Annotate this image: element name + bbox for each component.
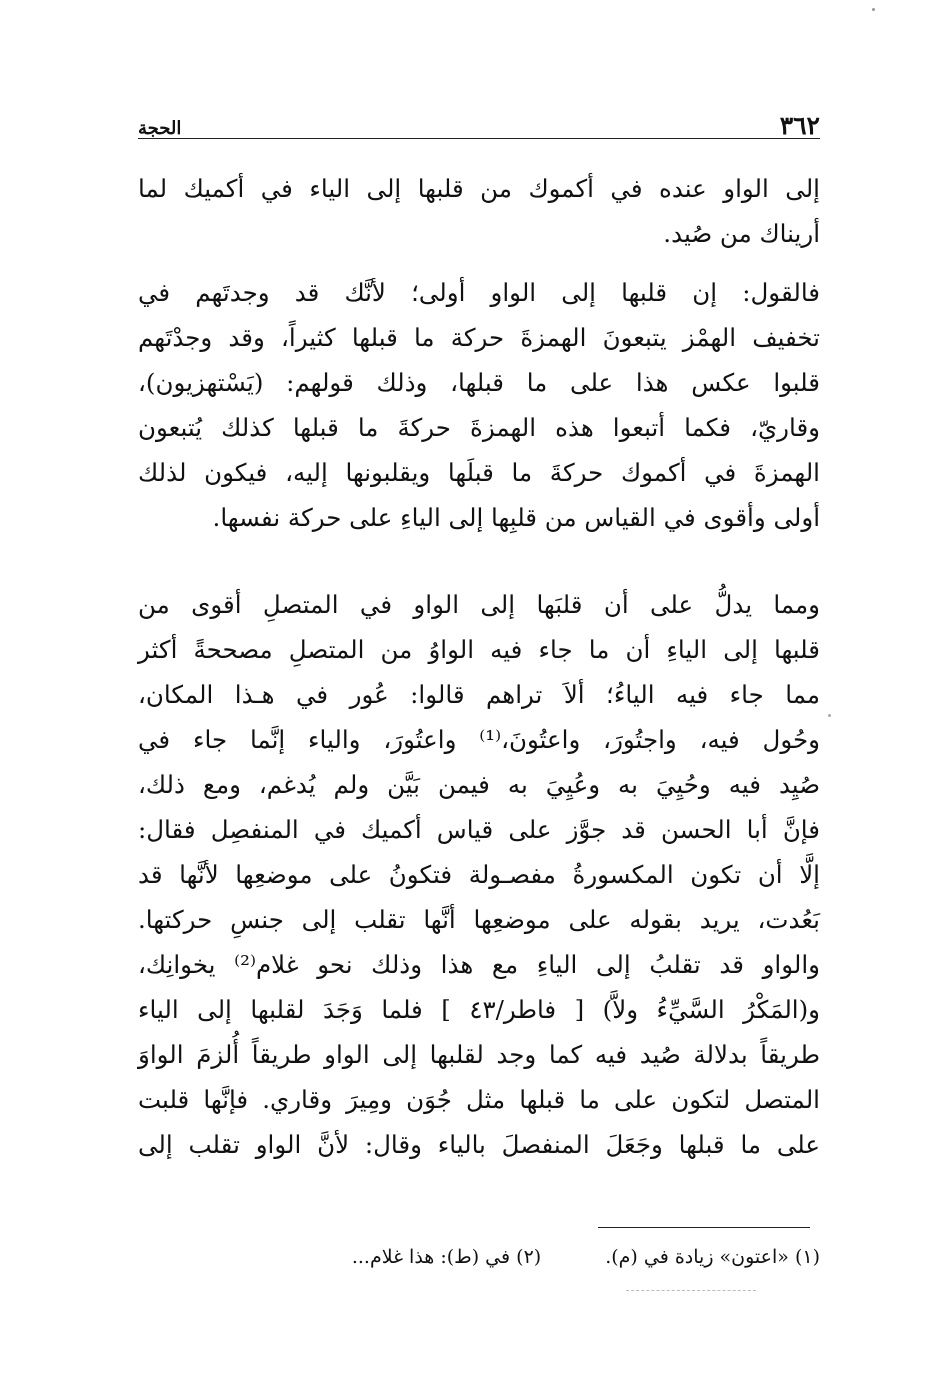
text-line: قلبها إلى الياءِ أن ما جاء فيه الواوُ من المتصلِ مصححةً أكثر — [138, 635, 820, 664]
text-line: فالقول: إن قلبها إلى الواو أولى؛ لأنَّك قد وجدتَهم في — [138, 278, 820, 307]
page-number: ٣٦٢ — [779, 111, 820, 140]
text-line: قلبوا عكس هذا على ما قبلها، وذلك قولهم: (يَسْتهزيون)، — [138, 368, 820, 397]
paragraph-1 — [138, 166, 820, 256]
text-line: و(المَكْرُ السَّيِّءُ ولاَّ) [ فاطر/٤٣ ] فلما وَجَدَ لقلبها إلى الياء — [138, 995, 820, 1024]
main-text — [138, 166, 820, 1167]
page-header — [138, 104, 820, 140]
text-line: وحُول فيه، واجتُورَ، واعتُونَ،⁽¹⁾ واعتُورَ، والياء إنَّما جاء في — [138, 725, 820, 754]
text-line: المتصل لتكون على ما قبلها مثل جُوَن ومِيرَ وقاري. فإنَّها قلبت — [138, 1085, 820, 1114]
text-line: الهمزةَ في أكموك حركةَ ما قبلَها ويقلبونها إليه، فيكون لذلك — [138, 458, 820, 487]
footnotes — [220, 1240, 820, 1274]
text-line: بَعُدت، يريد بقوله على موضعِها أنَّها تقلب إلى جنسِ حركتها. — [138, 905, 820, 934]
paragraph-2 — [138, 270, 820, 540]
running-title: الحجة — [138, 118, 182, 139]
header-rule — [138, 138, 820, 139]
text-line: إلَّا أن تكون المكسورةُ مفصـولة فتكونُ على موضعِها لأنَّها قد — [138, 860, 820, 889]
text-line: وقاريّ، فكما أتبعوا هذه الهمزةَ حركةَ ما قبلها كذلك يُتبعون — [138, 413, 820, 442]
scan-artifact-line — [626, 1290, 756, 1291]
text-line: ومما يدلُّ على أن قلبَها إلى الواو في المتصلِ أقوى من — [138, 590, 820, 619]
text-line: طريقاً بدلالة صُيد فيه كما وجد لقلبها إلى الواو طريقاً أُلزمَ الواوَ — [138, 1040, 820, 1069]
footnote-rule — [598, 1227, 810, 1228]
paragraph-gap — [138, 540, 820, 582]
text-line: تخفيف الهمْز يتبعونَ الهمزةَ حركة ما قبلها كثيراً، وقد وجدْتَهم — [138, 323, 820, 352]
text-line: صُيِد فيه وحُيِيَ به وعُيِيَ به فيمن بَيَّن ولم يُدغم، ومع ذلك، — [138, 770, 820, 799]
text-line: والواو قد تقلبُ إلى الياءِ مع هذا وذلك نحو غلام⁽²⁾ يخوانِك، — [138, 950, 820, 979]
text-line: أولى وأقوى في القياس من قلبِها إلى الياءِ على حركة نفسها. — [212, 503, 820, 532]
text-line: أريناك من صُيد. — [663, 219, 820, 248]
footnote-2: (٢) في (ط): هذا غلام... — [351, 1246, 542, 1268]
text-line: إلى الواو عنده في أكموك من قلبها إلى الياء في أكميك لما — [138, 174, 820, 203]
footnote-1: (١) «اعتون» زيادة في (م). — [605, 1246, 820, 1268]
scan-speck — [872, 8, 875, 11]
text-line: على ما قبلها وجَعَلَ المنفصلَ بالياء وقال: لأنَّ الواو تقلب إلى — [138, 1130, 820, 1159]
text-line: فإنَّ أبا الحسن قد جوَّز على قياس أكميك في المنفصِل فقال: — [138, 815, 820, 844]
scan-speck — [828, 714, 831, 717]
paragraph-gap — [138, 256, 820, 270]
paragraph-3 — [138, 582, 820, 1167]
text-line: مما جاء فيه الياءُ؛ ألاَ تراهم قالوا: عُور في هـذا المكان، — [138, 680, 820, 709]
